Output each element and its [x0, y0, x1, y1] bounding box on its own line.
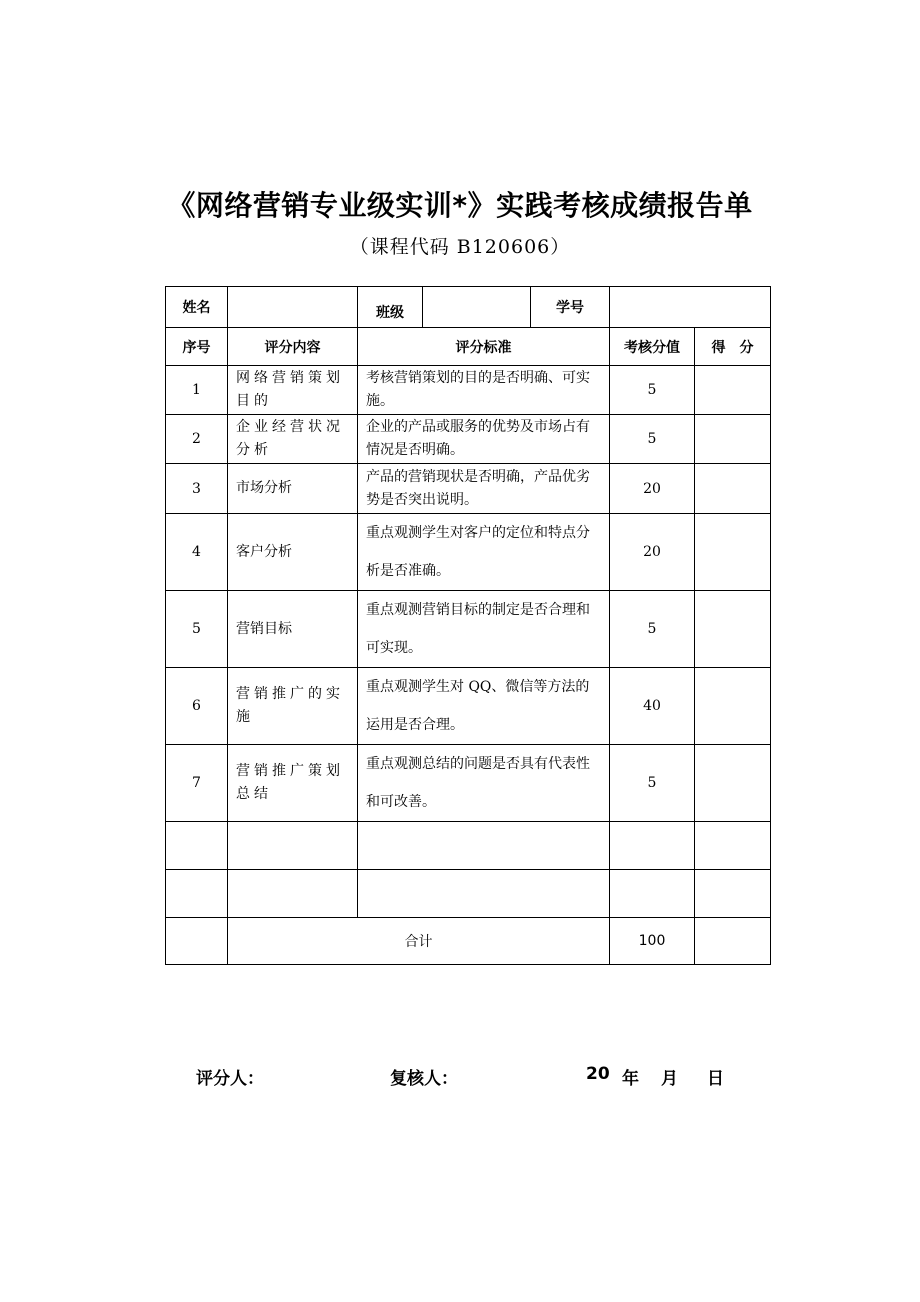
empty-cell[interactable] — [166, 822, 228, 870]
row-content: 企业经营状况分析 — [228, 415, 358, 464]
table-row — [166, 415, 771, 464]
row-content: 网络营销策划目的 — [228, 366, 358, 415]
total-score[interactable] — [695, 918, 771, 965]
header-points: 考核分值 — [610, 328, 695, 366]
row-points: 5 — [610, 366, 695, 415]
row-content: 营销推广的实施 — [228, 668, 358, 745]
row-points: 20 — [610, 464, 695, 514]
row-standard: 企业的产品或服务的优势及市场占有情况是否明确。 — [358, 415, 610, 464]
class-value[interactable] — [423, 287, 531, 328]
header-score: 得 分 — [695, 328, 771, 366]
row-no: 2 — [166, 415, 228, 464]
total-label: 合计 — [228, 918, 610, 965]
total-blank-cell — [166, 918, 228, 965]
course-code: （课程代码 B120606） — [349, 236, 571, 258]
row-score[interactable] — [695, 514, 771, 591]
empty-cell[interactable] — [358, 870, 610, 918]
table-row — [166, 745, 771, 822]
empty-cell[interactable] — [166, 870, 228, 918]
total-points: 100 — [610, 918, 695, 965]
month-label: 月 — [661, 1069, 678, 1089]
signature-footer — [0, 1064, 920, 1090]
table-row — [166, 464, 771, 514]
row-content: 营销推广策划总结 — [228, 745, 358, 822]
row-standard: 重点观测营销目标的制定是否合理和可实现。 — [358, 591, 610, 668]
row-standard: 重点观测学生对客户的定位和特点分析是否准确。 — [358, 514, 610, 591]
row-no: 1 — [166, 366, 228, 415]
row-no: 6 — [166, 668, 228, 745]
row-score[interactable] — [695, 591, 771, 668]
table-row — [166, 668, 771, 745]
header-standard: 评分标准 — [358, 328, 610, 366]
total-row — [166, 918, 771, 965]
class-label: 班级 — [358, 287, 423, 328]
row-score[interactable] — [695, 366, 771, 415]
row-points: 5 — [610, 415, 695, 464]
row-score[interactable] — [695, 464, 771, 514]
name-label: 姓名 — [166, 287, 228, 328]
empty-cell[interactable] — [610, 870, 695, 918]
empty-cell[interactable] — [228, 870, 358, 918]
row-standard: 产品的营销现状是否明确，产品优劣势是否突出说明。 — [358, 464, 610, 514]
student-id-label: 学号 — [531, 287, 610, 328]
row-content: 市场分析 — [228, 464, 358, 514]
table-row — [166, 514, 771, 591]
header-no: 序号 — [166, 328, 228, 366]
year-label: 年 — [622, 1069, 639, 1089]
empty-row — [166, 822, 771, 870]
info-row — [166, 287, 771, 328]
row-score[interactable] — [695, 415, 771, 464]
row-content: 客户分析 — [228, 514, 358, 591]
grader-label: 评分人： — [196, 1069, 264, 1089]
row-score[interactable] — [695, 668, 771, 745]
table-row — [166, 591, 771, 668]
empty-row — [166, 870, 771, 918]
row-points: 20 — [610, 514, 695, 591]
row-points: 40 — [610, 668, 695, 745]
row-no: 3 — [166, 464, 228, 514]
row-content: 营销目标 — [228, 591, 358, 668]
row-no: 4 — [166, 514, 228, 591]
row-standard: 重点观测学生对 QQ、微信等方法的运用是否合理。 — [358, 668, 610, 745]
table-row — [166, 366, 771, 415]
empty-cell[interactable] — [695, 870, 771, 918]
row-score[interactable] — [695, 745, 771, 822]
row-points: 5 — [610, 745, 695, 822]
day-label: 日 — [707, 1069, 724, 1089]
year-prefix: 20 — [586, 1064, 610, 1084]
row-standard: 考核营销策划的目的是否明确、可实施。 — [358, 366, 610, 415]
empty-cell[interactable] — [695, 822, 771, 870]
student-id-value[interactable] — [610, 287, 771, 328]
empty-cell[interactable] — [228, 822, 358, 870]
report-title: 《网络营销专业级实训*》实践考核成绩报告单 — [167, 189, 753, 222]
row-standard: 重点观测总结的问题是否具有代表性和可改善。 — [358, 745, 610, 822]
reviewer-label: 复核人： — [390, 1069, 458, 1089]
row-no: 7 — [166, 745, 228, 822]
grade-table — [165, 286, 771, 965]
row-points: 5 — [610, 591, 695, 668]
empty-cell[interactable] — [610, 822, 695, 870]
header-row — [166, 328, 771, 366]
row-no: 5 — [166, 591, 228, 668]
name-value[interactable] — [228, 287, 358, 328]
empty-cell[interactable] — [358, 822, 610, 870]
header-content: 评分内容 — [228, 328, 358, 366]
